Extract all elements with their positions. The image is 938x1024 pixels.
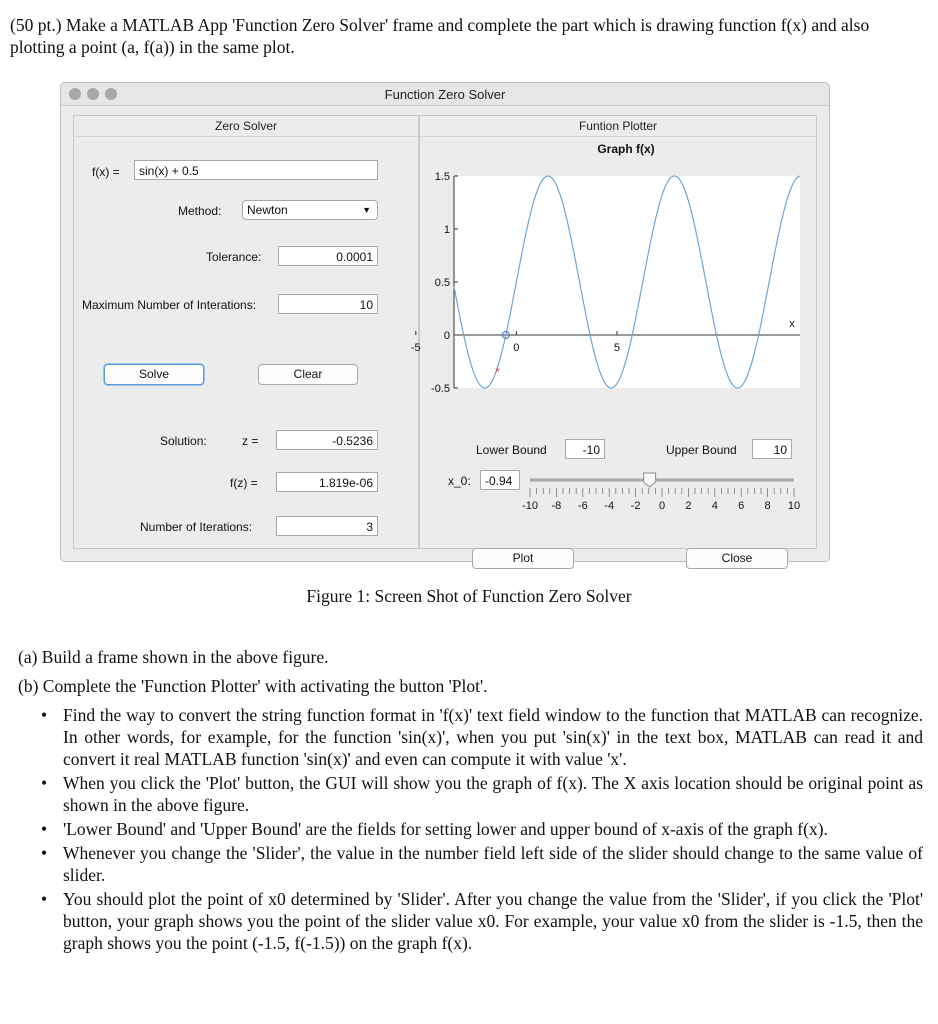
slider-tick-label: -8 bbox=[551, 500, 562, 512]
slider-tick-label: 4 bbox=[711, 500, 718, 512]
slider-tick-label: -4 bbox=[604, 500, 615, 512]
list-item: • Find the way to convert the string function format in 'f(x)' text field window to the function that MATLAB can recognize. In other words, for example, for the function 'sin(x)', when you put 'sin(x)' in the text box, MATLAB can read it and convert it real MATLAB function 'sin(x)' and even can compute it with value 'x'. bbox=[63, 704, 923, 770]
solution-label: Solution: bbox=[160, 434, 207, 448]
chart-title: Graph f(x) bbox=[597, 142, 655, 156]
instruction-list bbox=[63, 704, 923, 956]
z-label: z = bbox=[242, 434, 259, 448]
x-tick-label: 0 bbox=[513, 342, 520, 354]
y-tick-label: -0.5 bbox=[431, 383, 450, 395]
slider-tick-label: 6 bbox=[738, 500, 745, 512]
title-bar bbox=[61, 83, 829, 106]
x-tick-label: -5 bbox=[410, 342, 421, 354]
z-output[interactable]: -0.5236 bbox=[276, 430, 378, 450]
lower-bound-label: Lower Bound bbox=[476, 443, 547, 457]
part-a-text: (a) Build a frame shown in the above figure. bbox=[18, 647, 329, 667]
chevron-down-icon: ▼ bbox=[362, 205, 371, 215]
y-tick-label: 0.5 bbox=[434, 277, 450, 289]
max-iter-label: Maximum Number of Interations: bbox=[82, 298, 257, 312]
zero-solver-panel bbox=[73, 115, 419, 549]
slider-ticks bbox=[522, 488, 800, 512]
slider-tick-label: 0 bbox=[658, 500, 666, 512]
slider-tick-label: 10 bbox=[787, 500, 801, 512]
clear-button[interactable]: Clear bbox=[258, 364, 358, 385]
y-tick-label: 1 bbox=[443, 224, 450, 236]
list-item: • You should plot the point of x0 determined by 'Slider'. After you change the value from the 'Slider', if you click the 'Plot' button, your graph shows you the point of the slider value x0. For example, your value x0 from the slider is -1.5, then the graph shows you the point (-1.5, f(-1.5)) on the graph f(x). bbox=[63, 888, 923, 954]
fx-input[interactable]: sin(x) + 0.5 bbox=[134, 160, 378, 180]
part-b-text: (b) Complete the 'Function Plotter' with activating the button 'Plot'. bbox=[18, 676, 488, 696]
x-tick-label: 5 bbox=[613, 342, 621, 354]
upper-bound-input[interactable]: 10 bbox=[752, 439, 792, 459]
zero-solver-header: Zero Solver bbox=[74, 116, 418, 137]
x-axis-label: x bbox=[789, 318, 795, 330]
figure-caption: Figure 1: Screen Shot of Function Zero Solver bbox=[306, 586, 632, 606]
window-title: Function Zero Solver bbox=[384, 87, 506, 102]
num-iter-label: Number of Iterations: bbox=[140, 520, 253, 534]
x0-value-field[interactable]: -0.94 bbox=[480, 470, 520, 490]
slider-tick-label: 2 bbox=[685, 500, 692, 512]
plot-button[interactable]: Plot bbox=[472, 548, 574, 569]
slider-tick-label: -2 bbox=[630, 500, 641, 512]
y-tick-label: 1.5 bbox=[434, 171, 450, 183]
tolerance-label: Tolerance: bbox=[206, 250, 262, 264]
list-item: • Whenever you change the 'Slider', the value in the number field left side of the slider should change to the same value of slider. bbox=[63, 842, 923, 886]
tolerance-input[interactable]: 0.0001 bbox=[278, 246, 378, 266]
x0-slider[interactable] bbox=[522, 466, 806, 512]
function-plotter-panel bbox=[410, 115, 817, 565]
graph-axes bbox=[410, 138, 816, 410]
x0-label: x_0: bbox=[448, 474, 471, 488]
x0-point-marker: * bbox=[495, 364, 500, 379]
num-iter-output[interactable]: 3 bbox=[276, 516, 378, 536]
fz-label: f(z) = bbox=[230, 476, 258, 490]
list-item: • 'Lower Bound' and 'Upper Bound' are the fields for setting lower and upper bound of x-axis of the graph f(x). bbox=[63, 818, 923, 840]
slider-tick-label: -10 bbox=[522, 500, 538, 512]
function-plotter-header: Funtion Plotter bbox=[420, 116, 816, 137]
slider-thumb[interactable] bbox=[644, 473, 656, 487]
close-button[interactable]: Close bbox=[686, 548, 788, 569]
method-dropdown[interactable] bbox=[242, 200, 378, 220]
max-iter-input[interactable]: 10 bbox=[278, 294, 378, 314]
fz-output[interactable]: 1.819e-06 bbox=[276, 472, 378, 492]
y-tick-label: 0 bbox=[443, 330, 450, 342]
list-item: • When you click the 'Plot' button, the GUI will show you the graph of f(x). The X axis location should be original point as shown in the above figure. bbox=[63, 772, 923, 816]
intro-paragraph: (50 pt.) Make a MATLAB App 'Function Zero Solver' frame and complete the part which is drawing function f(x) and also plotting a point (a, f(a)) in the same plot. bbox=[10, 15, 870, 57]
upper-bound-label: Upper Bound bbox=[666, 443, 737, 457]
method-value: Newton bbox=[247, 203, 288, 217]
slider-tick-label: 8 bbox=[764, 500, 771, 512]
app-window bbox=[60, 82, 830, 565]
fx-label: f(x) = bbox=[92, 165, 120, 179]
slider-tick-label: -6 bbox=[577, 500, 588, 512]
method-label: Method: bbox=[178, 204, 222, 218]
solve-button[interactable]: Solve bbox=[104, 364, 204, 385]
lower-bound-input[interactable]: -10 bbox=[565, 439, 605, 459]
